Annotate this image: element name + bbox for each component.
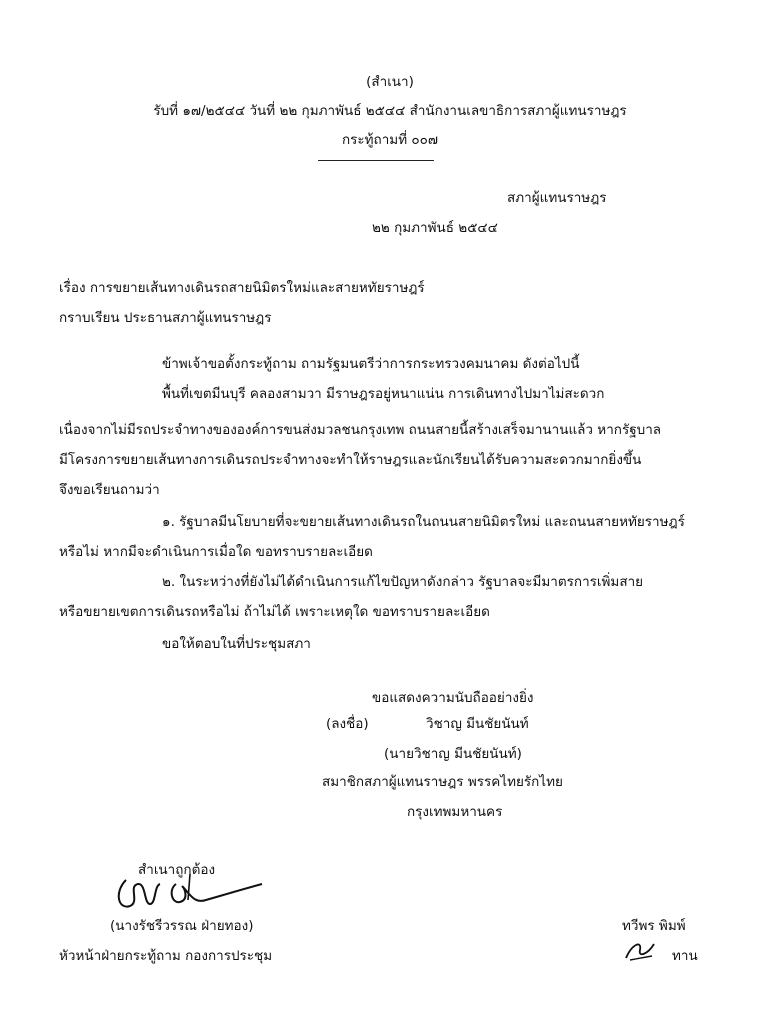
signed-label: (ลงชื่อ) xyxy=(326,716,369,732)
signer-full-name: (นายวิชาญ มีนชัยนันท์) xyxy=(384,746,522,762)
body-paragraph-line: มีโครงการขยายเส้นทางการเดินรถประจำทางจะทำให้ราษฎรและนักเรียนได้รับความสะดวกมากยิ่งขึ้น xyxy=(59,452,642,468)
typist-name: ทวีพร พิมพ์ xyxy=(622,918,686,934)
regards-line: ขอแสดงความนับถืออย่างยิ่ง xyxy=(372,690,534,706)
signer-province: กรุงเทพมหานคร xyxy=(407,804,503,820)
question-1-line: ๑. รัฐบาลมีนโยบายที่จะขยายเส้นทางเดินรถในถนนสายนิมิตรใหม่ และถนนสายหทัยราษฎร์ xyxy=(162,514,685,530)
header-divider xyxy=(318,160,434,161)
question-number: กระทู้ถามที่ ๐๐๗ xyxy=(341,132,439,148)
checker-label: ทาน xyxy=(672,948,698,964)
certified-copy-label: สำเนาถูกต้อง xyxy=(138,862,216,878)
body-intro: ข้าพเจ้าขอตั้งกระทู้ถาม ถามรัฐมนตรีว่าการกระทรวงคมนาคม ดังต่อไปนี้ xyxy=(162,356,580,372)
salutation: กราบเรียน ประธานสภาผู้แทนราษฎร xyxy=(59,310,272,326)
organization-name: สภาผู้แทนราษฎร xyxy=(507,190,607,206)
certifier-title: หัวหน้าฝ่ายกระทู้ถาม กองการประชุม xyxy=(59,948,273,964)
question-2-line: ๒. ในระหว่างที่ยังไม่ได้ดำเนินการแก้ไขปัญหาดังกล่าว รัฐบาลจะมีมาตรการเพิ่มสาย xyxy=(162,574,644,590)
checker-initials xyxy=(622,936,658,964)
document-date: ๒๒ กุมภาพันธ์ ๒๕๔๔ xyxy=(372,220,498,236)
received-line: รับที่ ๑๗/๒๕๔๔ วันที่ ๒๒ กุมภาพันธ์ ๒๕๔๔ สำนักงานเลขาธิการสภาผู้แทนราษฎร xyxy=(153,103,627,119)
signer-position: สมาชิกสภาผู้แทนราษฎร พรรคไทยรักไทย xyxy=(322,774,563,790)
body-paragraph-line: พื้นที่เขตมีนบุรี คลองสามวา มีราษฎรอยู่หนาแน่น การเดินทางไปมาไม่สะดวก xyxy=(162,386,605,402)
body-paragraph-line: เนื่องจากไม่มีรถประจำทางขององค์การขนส่งมวลชนกรุงเทพ ถนนสายนี้สร้างเสร็จมานานแล้ว หากรัฐบาล xyxy=(59,422,662,438)
body-paragraph-line: จึงขอเรียนถามว่า xyxy=(59,482,160,498)
copy-label: (สำเนา) xyxy=(366,74,414,90)
handwritten-signature xyxy=(110,870,270,920)
subject-line: เรื่อง การขยายเส้นทางเดินรถสายนิมิตรใหม่และสายหทัยราษฎร์ xyxy=(59,280,425,296)
question-1-line: หรือไม่ หากมีจะดำเนินการเมื่อใด ขอทราบรายละเอียด xyxy=(59,544,373,560)
signed-name: วิชาญ มีนชัยนันท์ xyxy=(426,716,529,732)
certifier-name: (นางรัชรีวรรณ ฝ่ายทอง) xyxy=(110,918,254,934)
closing-request: ขอให้ตอบในที่ประชุมสภา xyxy=(162,636,311,652)
question-2-line: หรือขยายเขตการเดินรถหรือไม่ ถ้าไม่ได้ เพราะเหตุใด ขอทราบรายละเอียด xyxy=(59,604,490,620)
